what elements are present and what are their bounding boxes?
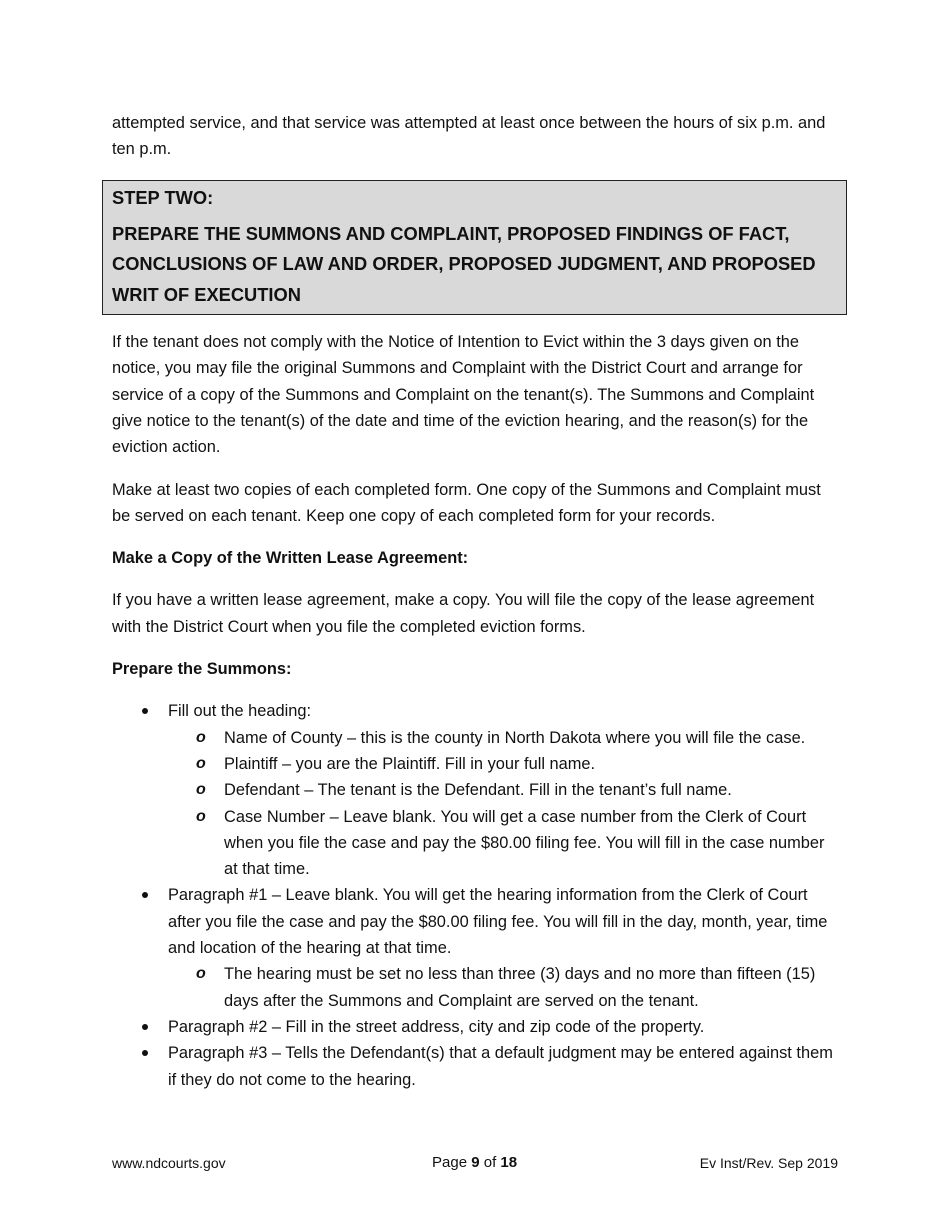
sub-list-item xyxy=(168,751,842,777)
footer-revision: Ev Inst/Rev. Sep 2019 xyxy=(699,1155,838,1171)
list-item xyxy=(112,698,842,882)
sub-list-item xyxy=(168,961,842,1014)
circle-bullet-icon: o xyxy=(196,781,206,799)
page-word: Page xyxy=(432,1154,468,1171)
sub-list-item-text: The hearing must be set no less than three (3) days and no more than fifteen (15) days after the Summons and Complaint are served on the tenant. xyxy=(224,965,816,1010)
sub-list-item-text: Defendant – The tenant is the Defendant. Fill in the tenant’s full name. xyxy=(224,781,732,800)
sub-list-item-text: Name of County – this is the county in North Dakota where you will file the case. xyxy=(224,728,806,747)
list-item xyxy=(112,1014,842,1040)
list-item-text: Paragraph #2 – Fill in the street address, city and zip code of the property. xyxy=(168,1017,705,1036)
sub-list-item xyxy=(168,725,842,751)
of-word: of xyxy=(483,1154,497,1171)
lease-heading: Make a Copy of the Written Lease Agreement: xyxy=(112,549,469,568)
sub-list xyxy=(168,725,842,883)
list-item xyxy=(112,1040,842,1093)
sub-list xyxy=(168,961,842,1014)
step-label: STEP TWO: xyxy=(112,186,214,208)
intro-paragraph: attempted service, and that service was attempted at least once between the hours of six p.m. and ten p.m. xyxy=(112,114,826,159)
sub-list-item xyxy=(168,804,842,883)
footer-website: www.ndcourts.gov xyxy=(112,1155,226,1171)
page-current: 9 xyxy=(471,1154,480,1171)
document-body xyxy=(112,110,842,1093)
bullet-icon xyxy=(142,1050,148,1056)
list-item xyxy=(112,882,842,1013)
list-item-text: Fill out the heading: xyxy=(168,702,312,721)
paragraph-file-summons: If the tenant does not comply with the Notice of Intention to Evict within the 3 days given on the notice, you may file the original Summons and Complaint with the District Court and arrange for service of a copy of the Summons and Complaint on the tenant(s). The Summons and Complaint give notice to the tenant(s) of the date and time of the eviction hearing, and the reason(s) for the eviction action. xyxy=(112,333,815,457)
bullet-icon xyxy=(142,892,148,898)
bullet-icon xyxy=(142,1024,148,1030)
list-item-text: Paragraph #1 – Leave blank. You will get the hearing information from the Clerk of Court after you file the case and pay the $80.00 filing fee. You will fill in the day, month, year, time and location of the hearing at that time. xyxy=(168,886,828,958)
summons-bullet-list xyxy=(112,698,842,1092)
circle-bullet-icon: o xyxy=(196,728,206,746)
circle-bullet-icon: o xyxy=(196,807,206,825)
bullet-icon xyxy=(142,708,148,714)
paragraph-copies: Make at least two copies of each completed form. One copy of the Summons and Complaint must be served on each tenant. Keep one copy of each completed form for your records. xyxy=(112,480,821,525)
sub-list-item-text: Plaintiff – you are the Plaintiff. Fill in your full name. xyxy=(224,754,596,773)
circle-bullet-icon: o xyxy=(196,965,206,983)
step-two-box xyxy=(102,180,847,316)
page-number xyxy=(432,1153,517,1173)
step-title: PREPARE THE SUMMONS AND COMPLAINT, PROPOSED FINDINGS OF FACT, CONCLUSIONS OF LAW AND ORDER, PROPOSED JUDGMENT, AND PROPOSED WRIT OF EXECUTION xyxy=(112,222,816,305)
circle-bullet-icon: o xyxy=(196,754,206,772)
sub-list-item-text: Case Number – Leave blank. You will get a case number from the Clerk of Court when you file the case and pay the $80.00 filing fee. You will fill in the case number at that time. xyxy=(224,807,825,879)
summons-heading: Prepare the Summons: xyxy=(112,660,292,679)
sub-list-item xyxy=(168,777,842,803)
lease-paragraph: If you have a written lease agreement, make a copy. You will file the copy of the lease agreement with the District Court when you file the completed eviction forms. xyxy=(112,591,815,636)
page-total: 18 xyxy=(500,1154,518,1171)
list-item-text: Paragraph #3 – Tells the Defendant(s) that a default judgment may be entered against them if they do not come to the hearing. xyxy=(168,1044,833,1089)
